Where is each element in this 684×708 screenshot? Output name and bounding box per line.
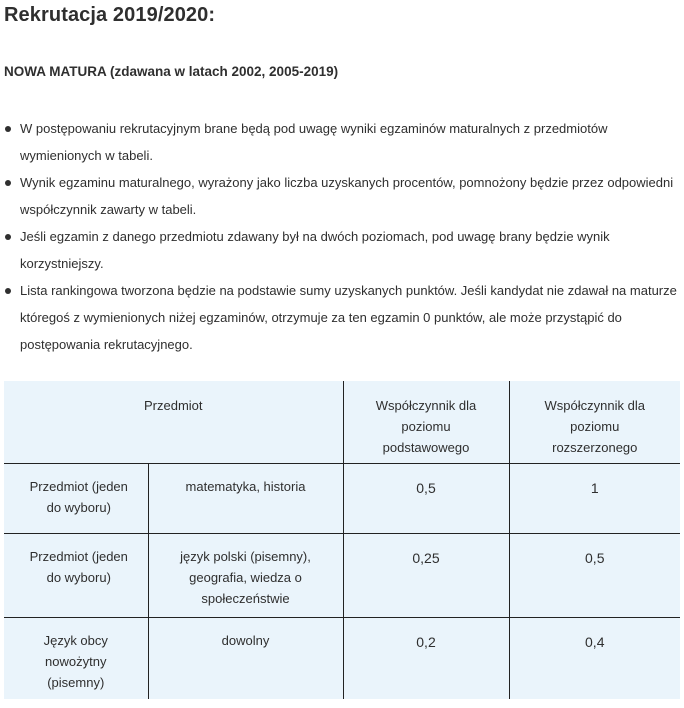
- page-title: Rekrutacja 2019/2020:: [4, 4, 216, 26]
- row-basic-coefficient: 0,2: [343, 617, 509, 699]
- header-basic-level: Współczynnik dla poziomu podstawowego: [343, 381, 509, 463]
- table-header-row: [4, 381, 680, 463]
- row-category: Język obcy nowożytny (pisemny): [4, 617, 148, 699]
- list-item: [4, 223, 680, 277]
- header-subject: Przedmiot: [4, 381, 343, 463]
- row-basic-coefficient: 0,5: [343, 463, 509, 533]
- rules-list: [4, 115, 680, 358]
- row-extended-coefficient: 1: [509, 463, 680, 533]
- row-category: Przedmiot (jeden do wyboru): [4, 533, 148, 617]
- coefficients-table: [4, 381, 680, 699]
- table-row: [4, 617, 680, 699]
- row-subjects: matematyka, historia: [148, 463, 343, 533]
- list-item-text: W postępowaniu rekrutacyjnym brane będą pod uwagę wyniki egzaminów maturalnych z przedmiotów wymienionych w tabeli.: [20, 121, 608, 163]
- list-item: [4, 169, 680, 223]
- row-subjects: język polski (pisemny), geografia, wiedza o społeczeństwie: [148, 533, 343, 617]
- list-item-text: Jeśli egzamin z danego przedmiotu zdawany był na dwóch poziomach, pod uwagę brany będzie wynik korzystniejszy.: [20, 229, 610, 271]
- table-row: [4, 463, 680, 533]
- list-item-text: Wynik egzaminu maturalnego, wyrażony jako liczba uzyskanych procentów, pomnożony będzie przez odpowiedni współczynnik zawarty w tabeli.: [20, 175, 674, 217]
- row-subjects: dowolny: [148, 617, 343, 699]
- table-row: [4, 533, 680, 617]
- bullet-icon: [5, 126, 11, 132]
- row-basic-coefficient: 0,25: [343, 533, 509, 617]
- list-item: [4, 277, 680, 358]
- header-extended-level: Współczynnik dla poziomu rozszerzonego: [509, 381, 680, 463]
- bullet-icon: [5, 180, 11, 186]
- bullet-icon: [5, 288, 11, 294]
- bullet-icon: [5, 234, 11, 240]
- list-item: [4, 115, 680, 169]
- row-extended-coefficient: 0,5: [509, 533, 680, 617]
- section-subtitle: NOWA MATURA (zdawana w latach 2002, 2005-2019): [4, 64, 339, 79]
- list-item-text: Lista rankingowa tworzona będzie na podstawie sumy uzyskanych punktów. Jeśli kandydat nie zdawał na maturze któregoś z wymienionych niżej egzaminów, otrzymuje za ten egzamin 0 punktów, ale może przystąpić do postępowania rekrutacyjnego.: [20, 283, 677, 352]
- row-category: Przedmiot (jeden do wyboru): [4, 463, 148, 533]
- row-extended-coefficient: 0,4: [585, 633, 605, 650]
